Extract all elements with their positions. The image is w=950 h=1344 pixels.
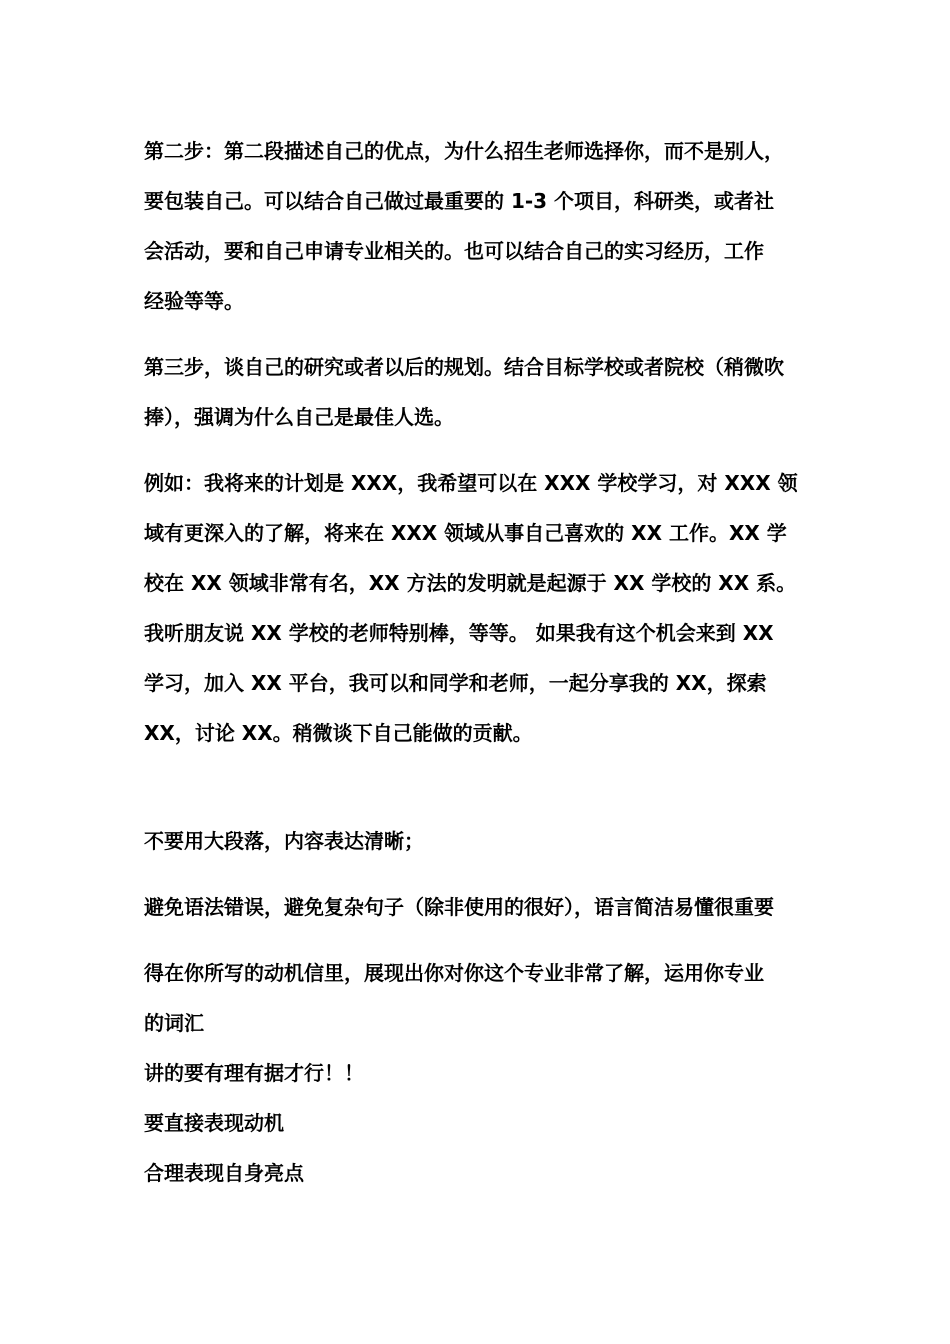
example-line-1: 例如：我将来的计划是 XXX，我希望可以在 XXX 学校学习，对 XXX 领 [144,471,798,495]
step-two-line-4: 经验等等。 [144,289,244,313]
step-three-line-2: 捧），强调为什么自己是最佳人选。 [144,405,454,429]
tip-evidence: 讲的要有理有据才行！！ [144,1061,364,1085]
tip-grammar: 避免语法错误，避免复杂句子（除非使用的很好），语言简洁易懂很重要 [144,895,774,919]
step-two-line-3: 会活动，要和自己申请专业相关的。也可以结合自己的实习经历，工作 [144,239,764,263]
example-line-4: 我听朋友说 XX 学校的老师特别棒，等等。 如果我有这个机会来到 XX [144,621,774,645]
example-line-3: 校在 XX 领域非常有名，XX 方法的发明就是起源于 XX 学校的 XX 系。 [144,571,797,595]
step-two-line-2: 要包装自己。可以结合自己做过最重要的 1-3 个项目，科研类，或者社 [144,189,775,213]
step-three-line-1: 第三步，谈自己的研究或者以后的规划。结合目标学校或者院校（稍微吹 [144,355,784,379]
tip-vocabulary-line-1: 得在你所写的动机信里，展现出你对你这个专业非常了解，运用你专业 [144,961,764,985]
example-line-5: 学习，加入 XX 平台，我可以和同学和老师，一起分享我的 XX，探索 [144,671,767,695]
step-two-line-1: 第二步：第二段描述自己的优点，为什么招生老师选择你，而不是别人， [144,139,784,163]
example-line-6: XX，讨论 XX。稍微谈下自己能做的贡献。 [144,721,533,745]
tip-vocabulary-line-2: 的词汇 [144,1011,204,1035]
tip-highlights: 合理表现自身亮点 [144,1161,304,1185]
tip-motivation: 要直接表现动机 [144,1111,284,1135]
example-line-2: 域有更深入的了解，将来在 XXX 领域从事自己喜欢的 XX 工作。XX 学 [144,521,787,545]
tip-paragraphs: 不要用大段落，内容表达清晰； [144,829,424,853]
